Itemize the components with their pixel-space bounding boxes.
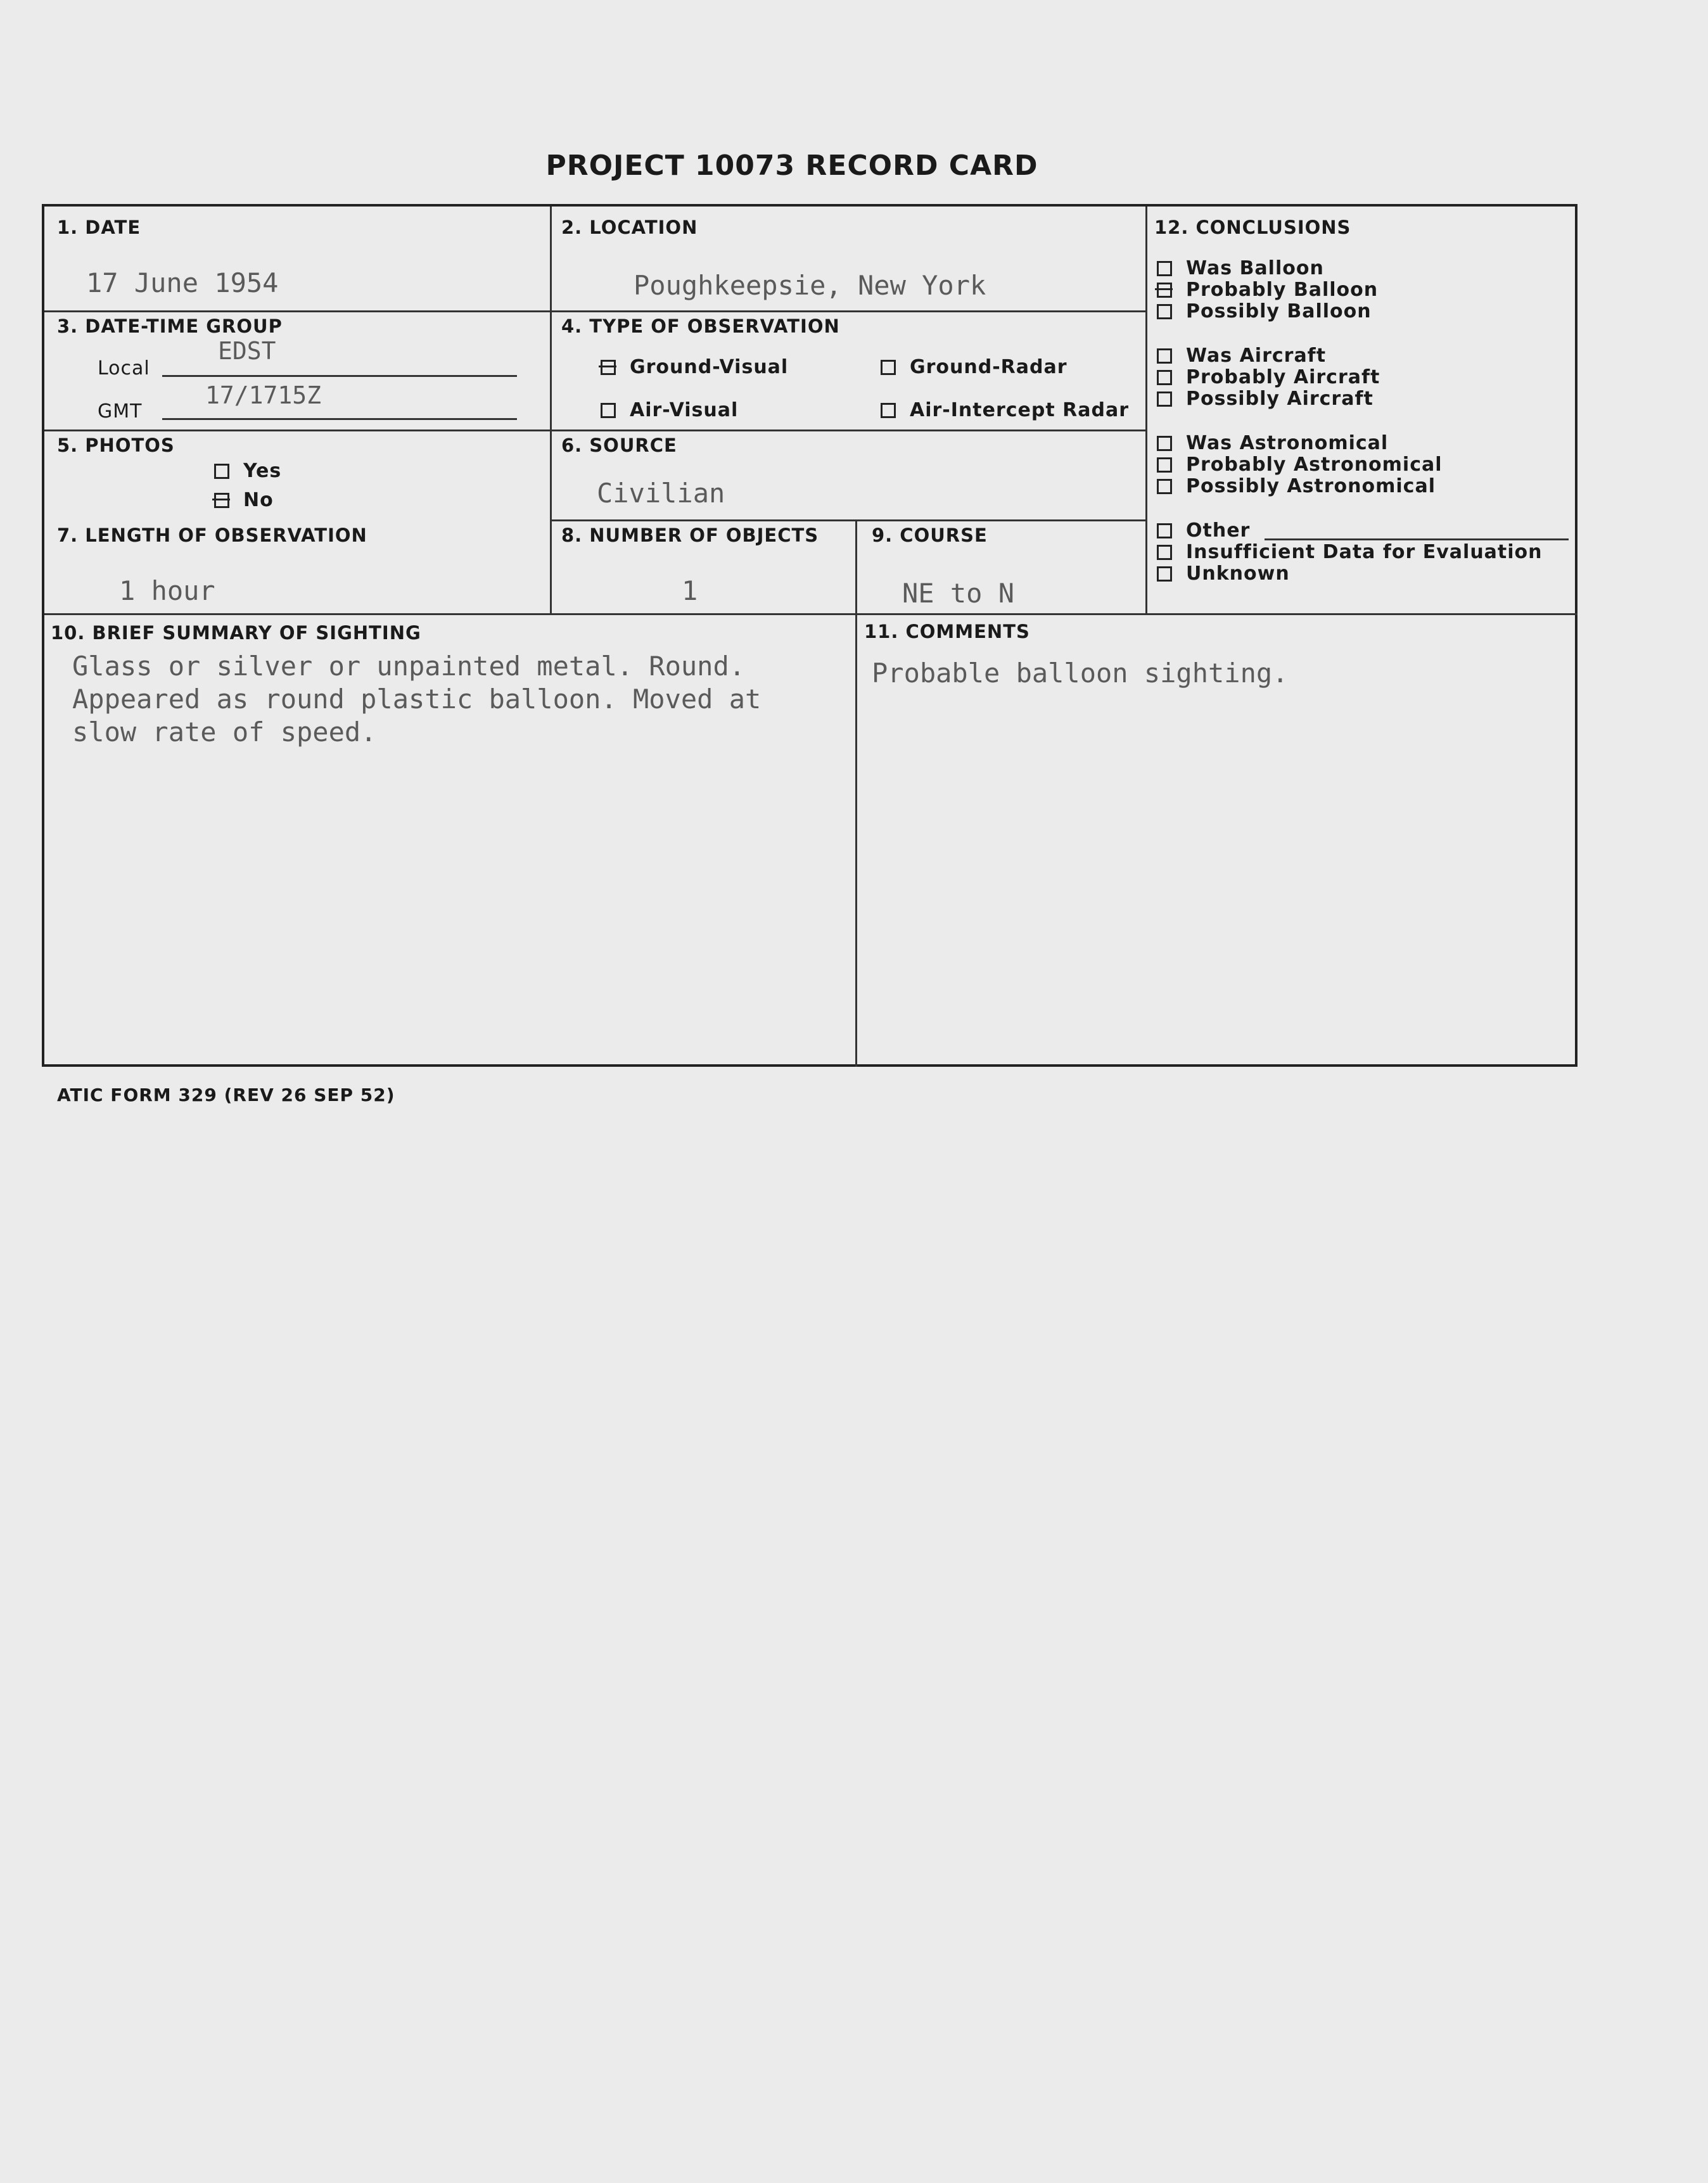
source-value: Civilian: [597, 478, 725, 509]
checkbox-icon: [1157, 566, 1172, 582]
divider: [550, 519, 1145, 521]
checkbox-icon: [1157, 304, 1172, 319]
divider: [44, 310, 1145, 312]
conclusion-was-aircraft: Was Aircraft: [1157, 345, 1326, 367]
gmt-value: 17/1715Z: [205, 381, 322, 409]
comments-value: Probable balloon sighting.: [872, 658, 1289, 689]
conclusions-label: 12. CONCLUSIONS: [1154, 217, 1351, 238]
type-of-observation-label: 4. TYPE OF OBSERVATION: [561, 315, 840, 337]
option-photos-yes: Yes: [214, 460, 281, 482]
divider: [44, 613, 1577, 615]
option-ground-radar: Ground-Radar: [881, 356, 1068, 378]
source-label: 6. SOURCE: [561, 435, 677, 456]
checkbox-icon: [1157, 261, 1172, 276]
divider: [44, 430, 1145, 431]
length-of-observation-label: 7. LENGTH OF OBSERVATION: [57, 525, 367, 546]
local-label: Local: [98, 357, 150, 379]
date-label: 1. DATE: [57, 217, 141, 238]
brief-summary-label: 10. BRIEF SUMMARY OF SIGHTING: [51, 622, 421, 644]
conclusion-possibly-astronomical: Possibly Astronomical: [1157, 475, 1436, 497]
form-number: ATIC FORM 329 (REV 26 SEP 52): [57, 1085, 395, 1105]
gmt-label: GMT: [98, 400, 143, 423]
checkbox-icon: [214, 464, 229, 479]
option-air-visual: Air-Visual: [601, 399, 738, 421]
checkbox-icon: [1157, 479, 1172, 494]
conclusion-unknown: Unknown: [1157, 563, 1290, 585]
local-field: [162, 350, 517, 377]
conclusion-was-balloon: Was Balloon: [1157, 257, 1324, 279]
checkbox-icon: [1157, 391, 1172, 407]
local-value: EDST: [218, 337, 276, 365]
checkbox-icon: [1157, 545, 1172, 560]
course-label: 9. COURSE: [872, 525, 988, 546]
date-value: 17 June 1954: [86, 267, 279, 298]
conclusion-insufficient-data: Insufficient Data for Evaluation: [1157, 541, 1543, 563]
number-of-objects-value: 1: [682, 575, 698, 606]
number-of-objects-label: 8. NUMBER OF OBJECTS: [561, 525, 819, 546]
comments-label: 11. COMMENTS: [864, 621, 1030, 642]
checkbox-icon: [881, 403, 896, 418]
length-of-observation-value: 1 hour: [119, 575, 215, 606]
conclusion-probably-balloon: Probably Balloon: [1157, 279, 1378, 301]
location-label: 2. LOCATION: [561, 217, 698, 238]
conclusion-probably-astronomical: Probably Astronomical: [1157, 454, 1443, 476]
divider: [855, 519, 857, 1067]
record-card: [42, 204, 1577, 1067]
conclusion-other: Other: [1157, 519, 1250, 542]
other-field: [1265, 513, 1569, 540]
checkbox-icon: [1157, 348, 1172, 364]
checkbox-icon: [1157, 436, 1172, 451]
brief-summary-value: Glass or silver or unpainted metal. Round. Appeared as round plastic balloon. Moved at slow rate of speed.: [72, 651, 762, 748]
conclusion-possibly-aircraft: Possibly Aircraft: [1157, 388, 1373, 410]
card-title: PROJECT 10073 RECORD CARD: [545, 150, 1038, 182]
checkbox-icon: [1157, 370, 1172, 385]
checkbox-icon: [1157, 523, 1172, 538]
option-air-intercept-radar: Air-Intercept Radar: [881, 399, 1129, 421]
checkbox-icon: [214, 493, 229, 508]
checkbox-icon: [601, 360, 616, 375]
checkbox-icon: [601, 403, 616, 418]
location-value: Poughkeepsie, New York: [634, 270, 986, 301]
conclusion-was-astronomical: Was Astronomical: [1157, 432, 1388, 454]
checkbox-icon: [1157, 457, 1172, 473]
option-photos-no: No: [214, 489, 274, 511]
divider: [550, 207, 552, 613]
divider: [1145, 207, 1147, 613]
checkbox-icon: [1157, 283, 1172, 298]
course-value: NE to N: [902, 578, 1015, 609]
datetime-group-label: 3. DATE-TIME GROUP: [57, 315, 283, 337]
option-ground-visual: Ground-Visual: [601, 356, 788, 378]
checkbox-icon: [881, 360, 896, 375]
conclusion-possibly-balloon: Possibly Balloon: [1157, 300, 1372, 322]
photos-label: 5. PHOTOS: [57, 435, 175, 456]
conclusion-probably-aircraft: Probably Aircraft: [1157, 366, 1380, 388]
